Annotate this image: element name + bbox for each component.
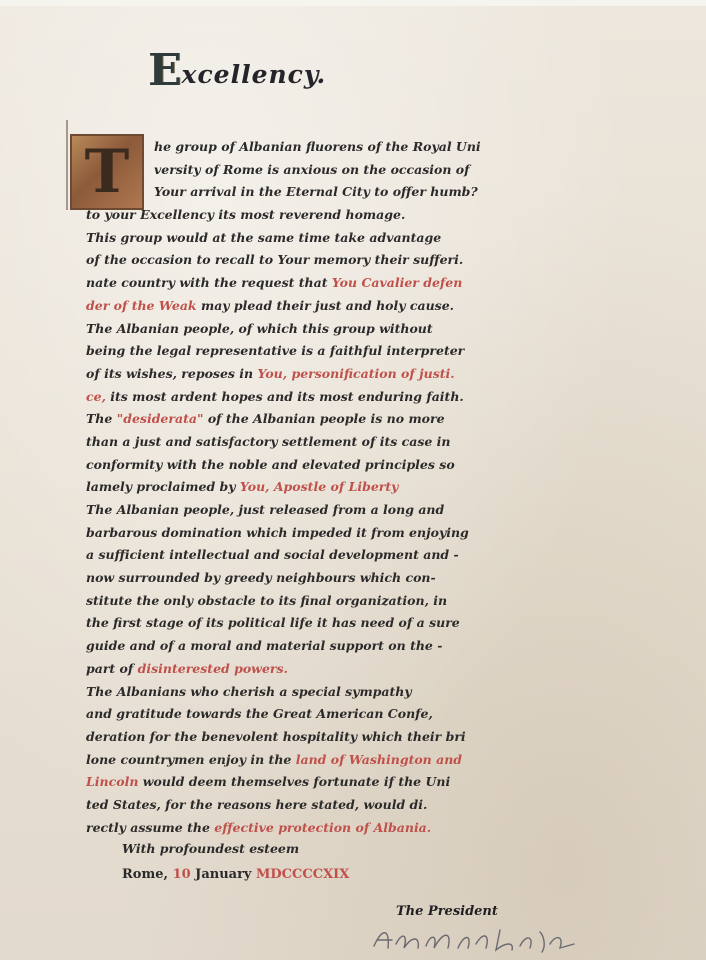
signature-title: The President (396, 904, 498, 919)
rubric-text: ce, (86, 388, 106, 404)
letter-line (86, 159, 626, 182)
body-text: The Albanian people, of which this group without (86, 320, 433, 336)
body-text: lone countrymen enjoy in the (86, 751, 296, 767)
handwritten-signature (368, 922, 588, 960)
letter-line (86, 363, 626, 386)
letter-line (86, 726, 626, 749)
letter-body (86, 136, 626, 839)
body-text: being the legal representative is a faithful interpreter (86, 343, 465, 359)
body-text: stitute the only obstacle to its final organization, in (86, 592, 448, 608)
letter-line (86, 658, 626, 681)
letter-line (86, 612, 626, 635)
rubric-text: You Cavalier defen (331, 275, 463, 291)
body-text: of the occasion to recall to Your memory their sufferi. (86, 252, 464, 268)
letter-line (86, 817, 626, 840)
date-year: MDCCCCXIX (256, 867, 350, 882)
body-text: to your Excellency its most reverend homage. (86, 207, 406, 223)
body-text: rectly assume the (86, 819, 215, 835)
date-day: 10 (172, 867, 191, 882)
closing-phrase: With profoundest esteem (122, 841, 300, 856)
letter-line (86, 681, 626, 704)
letter-line (86, 408, 626, 431)
letter-line (86, 204, 626, 227)
letter-line (86, 635, 626, 658)
body-text: versity of Rome is anxious on the occasion of (154, 161, 470, 177)
letter-line (86, 544, 626, 567)
letter-line (86, 590, 626, 613)
letter-line (86, 771, 626, 794)
body-text: part of (86, 660, 138, 676)
signature-mark (368, 922, 588, 956)
letter-line (86, 181, 626, 204)
letter-line (86, 136, 626, 159)
drop-cap-letter: T (84, 137, 130, 207)
rubric-text: land of Washington and (295, 751, 463, 767)
body-text: and gratitude towards the Great American Confe, (86, 706, 433, 722)
heading-text: xcellency. (181, 60, 327, 89)
rubric-text: Lincoln (86, 774, 139, 790)
letter-line (86, 295, 626, 318)
rubric-text: effective protection of Albania. (214, 819, 432, 835)
body-text: ted States, for the reasons here stated, would di. (86, 796, 428, 812)
date-line (122, 864, 349, 886)
body-text: The Albanian people, just released from a long and (86, 502, 445, 517)
body-text: conformity with the noble and elevated principles so (86, 456, 455, 472)
date-place: Rome, (122, 867, 173, 882)
top-border (0, 0, 706, 6)
rubric-text: disinterested powers. (137, 660, 288, 676)
body-text: guide and of a moral and material support on the - (86, 638, 443, 654)
date-month: January (190, 867, 257, 882)
body-text: of its wishes, reposes in (86, 365, 258, 381)
letter-line (86, 454, 626, 477)
body-text: nate country with the request that (86, 275, 332, 291)
salutation-heading (148, 38, 326, 96)
letter-line (86, 227, 626, 250)
body-text: than a just and satisfactory settlement of its case in (86, 433, 451, 449)
body-text: of the Albanian people is no more (203, 411, 445, 427)
letter-line (86, 431, 626, 454)
body-text: lamely proclaimed by (86, 479, 240, 495)
body-text: he group of Albanian fluorens of the Royal Uni (154, 139, 481, 154)
letter-line (86, 272, 626, 295)
body-text: its most ardent hopes and its most enduring faith. (105, 388, 464, 404)
body-text: a sufficient intellectual and social development and - (86, 547, 459, 563)
body-text: The Albanians who cherish a special sympathy (86, 683, 412, 699)
rubric-text: "desiderata" (116, 411, 204, 427)
letter-line (86, 749, 626, 772)
heading-illuminated-initial: E (148, 45, 182, 96)
body-text: may plead their just and holy cause. (196, 297, 455, 313)
body-text: now surrounded by greedy neighbours which con- (86, 570, 436, 586)
body-text: The (86, 411, 117, 427)
letter-line (86, 794, 626, 817)
body-text: Your arrival in the Eternal City to offer humb? (154, 184, 478, 200)
body-text: deration for the benevolent hospitality which their bri (86, 728, 466, 744)
letter-line (86, 318, 626, 341)
letter-line (86, 340, 626, 363)
letter-line (86, 499, 626, 522)
letter-line (86, 249, 626, 272)
letter-line (86, 567, 626, 590)
letter-line (86, 476, 626, 499)
body-text: barbarous domination which impeded it from enjoying (86, 524, 469, 540)
margin-rule (66, 120, 68, 210)
body-text: would deem themselves fortunate if the Uni (138, 774, 451, 790)
rubric-text: You, personification of justi. (257, 365, 455, 381)
rubric-text: der of the Weak (86, 297, 197, 313)
body-text: the first stage of its political life it has need of a sure (86, 615, 460, 631)
letter-line (86, 386, 626, 409)
letter-line (86, 703, 626, 726)
letter-line (86, 522, 626, 545)
rubric-text: You, Apostle of Liberty (239, 479, 399, 495)
body-text: This group would at the same time take advantage (86, 229, 442, 245)
